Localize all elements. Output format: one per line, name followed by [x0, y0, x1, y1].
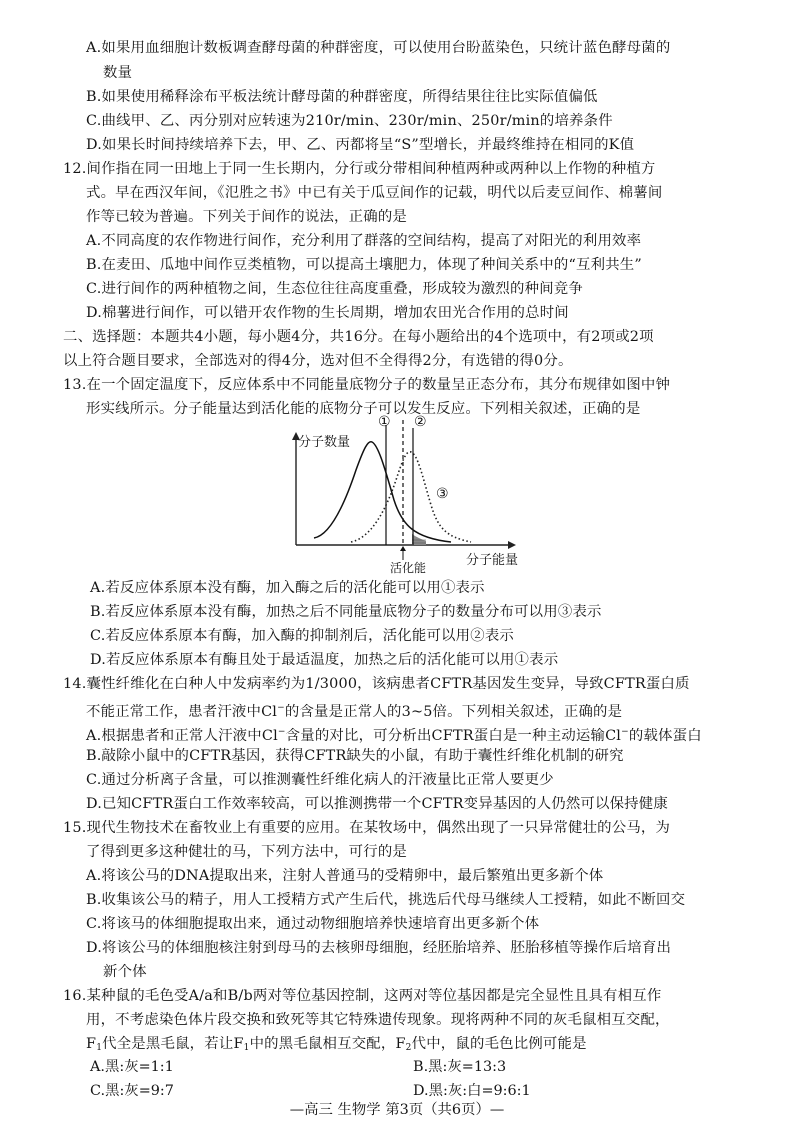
q11-option-b: B.如果使用稀释涂布平板法统计酵母菌的种群密度，所得结果往往比实际值偏低	[86, 89, 598, 105]
q13-option-a: A.若反应体系原本没有酶，加入酶之后的活化能可以用①表示	[90, 580, 485, 596]
section2-line2: 以上符合题目要求，全部选对的得4分，选对但不全得得2分，有选错的得0分。	[63, 353, 573, 369]
q11-option-a-line1: A.如果用血细胞计数板调查酵母菌的种群密度，可以使用台盼蓝染色，只统计蓝色酵母菌的	[86, 40, 671, 56]
q14-option-b: B.敲除小鼠中的CFTR基因，获得CFTR缺失的小鼠，有助于囊性纤维化机制的研究	[86, 748, 624, 764]
q12-option-d: D.棉薯进行间作，可以错开农作物的生长周期，增加农田光合作用的总时间	[86, 305, 569, 321]
q11-option-c: C.曲线甲、乙、丙分别对应转速为210r/min、230r/min、250r/min的培养条件	[86, 113, 613, 129]
q15-option-c: C.将该马的体细胞提取出来，通过动物细胞培养快速培育出更多新个体	[86, 916, 540, 932]
bell-curve-solid	[314, 442, 451, 542]
q15-stem-line1: 15.现代生物技术在畜牧业上有重要的应用。在某牧场中，偶然出现了一只异常健壮的公马，为	[63, 820, 671, 836]
q13-option-c: C.若反应体系原本有酶，加入酶的抑制剂后，活化能可以用②表示	[90, 628, 515, 644]
q11-option-a-line2: 数量	[103, 65, 133, 81]
section2-line1: 二、选择题：本题共4小题，每小题4分，共16分。在每小题给出的4个选项中，有2项或2项	[63, 329, 654, 345]
q16-stem-line2: 用，不考虑染色体片段交换和致死等其它特殊遗传现象。现将两种不同的灰毛鼠相互交配，	[86, 1012, 670, 1028]
q15-option-d-line2: 新个体	[103, 964, 147, 980]
marker-2: ②	[414, 414, 427, 430]
q13-stem-line1: 13.在一个固定温度下，反应体系中不同能量底物分子的数量呈正态分布，其分布规律如图中钟	[63, 377, 671, 393]
q12-stem-line2: 式。早在西汉年间，《氾胜之书》中已有关于瓜豆间作的记载，明代以后麦豆间作、棉薯间	[86, 185, 663, 201]
q12-option-a: A.不同高度的农作物进行间作，充分利用了群落的空间结构，提高了对阳光的利用效率	[86, 233, 642, 249]
marker-3: ③	[436, 486, 449, 502]
q15-option-d-line1: D.将该公马的体细胞核注射到母马的去核卵母细胞，经胚胎培养、胚胎移植等操作后培育出	[86, 940, 672, 956]
activation-energy-label: 活化能	[390, 561, 427, 575]
y-axis-label: 分子数量	[298, 435, 351, 450]
q14-option-d: D.已知CFTR蛋白工作效率较高，可以推测携带一个CFTR变异基因的人仍然可以保持健康	[86, 796, 668, 812]
q16-stem-line3: $F_1$代全是黑毛鼠，若让$F_1$中的黑毛鼠相互交配，$F_2$代中，鼠的毛色比例可能是	[86, 1036, 587, 1053]
q14-option-c: C.通过分析离子含量，可以推测囊性纤维化病人的汗液量比正常人要更少	[86, 772, 554, 788]
q14-stem-line2: 不能正常工作，患者汗液中Cl−的含量是正常人的3~5倍。下列相关叙述，正确的是	[86, 703, 623, 720]
q16-option-a: A.黑:灰=1:1	[90, 1059, 174, 1075]
q13-stem-line2: 形实线所示。分子能量达到活化能的底物分子可以发生反应。下列相关叙述，正确的是	[86, 401, 641, 417]
q12-option-c: C.进行间作的两种植物之间，生态位往往高度重叠，形成较为激烈的种间竞争	[86, 281, 583, 297]
x-axis-label: 分子能量	[466, 553, 519, 568]
q13-option-d: D.若反应体系原本有酶且处于最适温度，加热之后的活化能可以用①表示	[90, 652, 559, 668]
activation-arrow-icon	[400, 546, 406, 551]
q12-option-b: B.在麦田、瓜地中间作豆类植物，可以提高土壤肥力，体现了种间关系中的“互利共生”	[86, 257, 642, 273]
page-footer: —高三 生物学 第3页（共6页）—	[289, 1102, 505, 1118]
q15-stem-line2: 了得到更多这种健壮的马，下列方法中，可行的是	[86, 844, 407, 860]
x-axis-arrow-icon	[508, 541, 516, 549]
energy-distribution-figure	[286, 410, 526, 575]
q16-stem-line1: 16.某种鼠的毛色受A/a和B/b两对等位基因控制，这两对等位基因都是完全显性且具有相互作	[63, 988, 662, 1004]
q14-stem-line1: 14.囊性纤维化在白种人中发病率约为1/3000，该病患者CFTR基因发生变异，导致CFTR蛋白质	[63, 676, 690, 692]
q15-option-b: B.收集该公马的精子，用人工授精方式产生后代，挑选后代母马继续人工授精，如此不断回交	[86, 892, 686, 908]
q16-option-d: D.黑:灰:白=9:6:1	[413, 1083, 531, 1099]
q16-option-c: C.黑:灰=9:7	[90, 1083, 174, 1099]
q13-option-b: B.若反应体系原本没有酶，加热之后不同能量底物分子的数量分布可以用③表示	[90, 604, 602, 620]
q12-stem-line1: 12.间作指在同一田地上于同一生长期内，分行或分带相间种植两种或两种以上作物的种植方	[63, 161, 656, 177]
marker-1: ①	[378, 414, 391, 430]
q16-option-b: B.黑:灰=13:3	[413, 1059, 507, 1075]
q14-option-a: A.根据患者和正常人汗液中Cl−含量的对比，可分析出CFTR蛋白是一种主动运输Cl−的载体蛋白	[86, 727, 702, 744]
q12-stem-line3: 作等已较为普遍。下列关于间作的说法，正确的是	[86, 209, 407, 225]
q11-option-d: D.如果长时间持续培养下去，甲、乙、丙都将呈“S”型增长，并最终维持在相同的K值	[86, 137, 635, 153]
q15-option-a: A.将该公马的DNA提取出来，注射人普通马的受精卵中，最后繁殖出更多新个体	[86, 868, 604, 884]
